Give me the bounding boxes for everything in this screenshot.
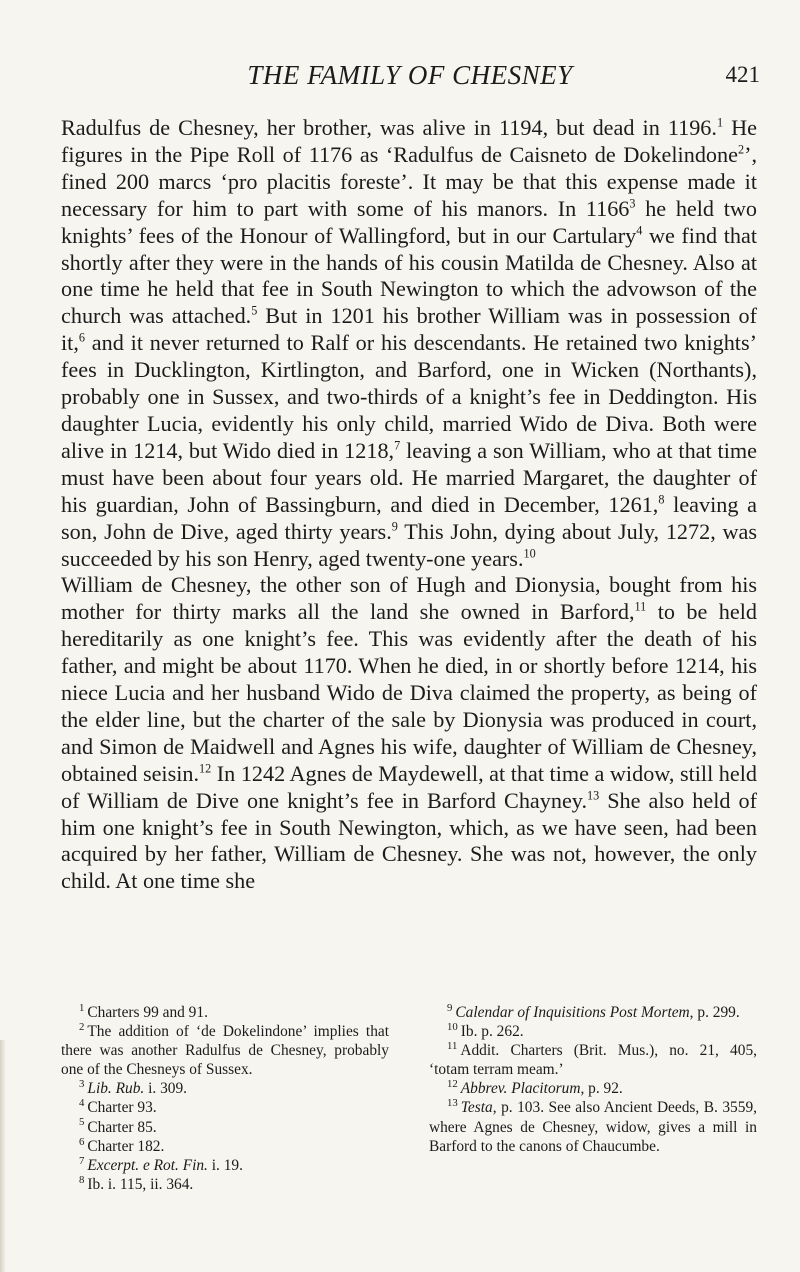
footnote xyxy=(61,1022,389,1079)
footnote-ref: 7 xyxy=(394,438,401,453)
footnote-number: 8 xyxy=(79,1173,85,1186)
footnote-text: Lib. Rub. xyxy=(87,1080,145,1098)
footnote-ref: 4 xyxy=(636,223,643,238)
footnote-number: 11 xyxy=(447,1040,458,1053)
text-run: to be held hereditarily as one knight’s fee. This was evidently after the death of his father, and might be about 1170. When he died, in or shortly before 1214, his niece Lucia and her husband Wido de Diva claimed the property, as being of the elder line, but the charter of the sale by Dionysia was produced in court, and Simon de Maidwell and Agnes his wife, daughter of William de Chesney, obtained seisin. xyxy=(61,599,758,786)
footnote-text: Testa xyxy=(460,1099,493,1117)
footnote xyxy=(429,1003,757,1022)
footnote-number: 10 xyxy=(447,1020,458,1033)
footnote-ref: 8 xyxy=(658,492,665,507)
text-run: In 1242 Agnes de Maydewell, at that time a widow, still held of William de Dive one knight’s fee in Barford Chayney. xyxy=(61,760,757,813)
footnote-number: 1 xyxy=(79,1001,85,1014)
footnote xyxy=(429,1079,757,1098)
footnote xyxy=(429,1022,757,1041)
footnote-text: i. 309. xyxy=(144,1080,188,1098)
text-run: This John, dying about July, 1272, was succeeded by his son Henry, aged twenty-one years. xyxy=(61,518,758,571)
footnote xyxy=(61,1003,389,1022)
text-run: leaving a son, John de Dive, aged thirty years. xyxy=(61,491,757,544)
text-run: He figures in the Pipe Roll of 1176 as ‘Radulfus de Caisneto de Dokelindone xyxy=(61,115,757,167)
text-run: leaving a son William, who at that time must have been about four years old. He married Margaret, the daughter of his guardian, John of Bassingburn, and died in December, 1261, xyxy=(61,437,757,517)
text-run: She also held of him one knight’s fee in South Newington, which, as we have seen, had been acquired by her father, William de Chesney. She was not, however, the only child. At one time she xyxy=(61,787,757,894)
footnote-text: Charter 182. xyxy=(87,1137,165,1155)
footnote xyxy=(61,1118,389,1137)
footnote xyxy=(61,1079,389,1098)
page-number: 421 xyxy=(725,62,760,87)
footnote-ref: 10 xyxy=(523,546,536,561)
footnotes xyxy=(61,1003,757,1194)
footnote xyxy=(61,1156,389,1175)
paragraph xyxy=(61,115,757,572)
text-run: we find that shortly after they were in the hands of his cousin Matilda de Chesney. Also at one time he held that fee in South Newington to which the advowson of the church was attached. xyxy=(61,222,758,329)
footnote-number: 7 xyxy=(79,1154,85,1167)
footnote-text: Ib. p. 262. xyxy=(460,1023,524,1041)
footnote-text: Excerpt. e Rot. Fin. xyxy=(87,1156,208,1174)
footnote-text: , p. 103. See also Ancient Deeds, B. 3559, where Agnes de Chesney, widow, gives a mill in Barford to the canons of Chaucumbe. xyxy=(429,1099,757,1155)
footnote-text: Charters 99 and 91. xyxy=(87,1004,208,1021)
footnote xyxy=(429,1041,757,1079)
footnote-text: , p. 92. xyxy=(580,1080,623,1098)
footnote-ref: 6 xyxy=(78,330,85,345)
footnote-ref: 2 xyxy=(737,142,745,157)
footnote-text: , p. 299. xyxy=(689,1004,740,1021)
footnote-text: Calendar of Inquisitions Post Mortem xyxy=(455,1004,690,1021)
footnote-text: Addit. Charters (Brit. Mus.), no. 21, 405, ‘totam terram meam.’ xyxy=(429,1042,757,1079)
text-run: But in 1201 his brother William was in possession of it, xyxy=(61,303,757,356)
footnote-text: The addition of ‘de Dokelindone’ implies that there was another Radulfus de Chesney, probably one of the Chesneys of Sussex. xyxy=(61,1023,389,1079)
footnote xyxy=(429,1098,757,1155)
text-run: he held two knights’ fees of the Honour of Wallingford, but in our Cartulary xyxy=(61,195,757,248)
body-text xyxy=(61,115,757,895)
footnote-number: 6 xyxy=(79,1135,85,1148)
footnote-ref: 11 xyxy=(634,599,647,614)
footnote-ref: 5 xyxy=(251,303,258,318)
page-header xyxy=(60,60,760,100)
footnote-number: 4 xyxy=(79,1097,85,1110)
text-run: Radulfus de Chesney, her brother, was alive in 1194, but dead in 1196. xyxy=(61,115,717,140)
footnote-ref: 3 xyxy=(629,196,636,211)
footnote-text: Ib. i. 115, ii. 364. xyxy=(87,1175,194,1193)
footnote-number: 3 xyxy=(79,1078,85,1091)
paragraph xyxy=(61,572,757,895)
footnote xyxy=(61,1175,389,1194)
footnote-ref: 13 xyxy=(587,788,600,803)
footnote-ref: 12 xyxy=(199,761,212,776)
footnote-number: 9 xyxy=(447,1001,453,1014)
footnote-text: Charter 93. xyxy=(87,1099,157,1117)
footnote-text: Abbrev. Placitorum xyxy=(460,1080,581,1098)
footnote xyxy=(61,1098,389,1117)
footnotes-right-column xyxy=(429,1003,757,1194)
footnote-text: i. 19. xyxy=(207,1156,243,1174)
footnote-number: 12 xyxy=(447,1078,458,1091)
text-run: William de Chesney, the other son of Hugh and Dionysia, bought from his mother for thirty marks all the land she owned in Barford, xyxy=(61,572,757,625)
footnote-text: Charter 85. xyxy=(87,1118,157,1136)
footnote-ref: 9 xyxy=(391,519,398,534)
footnote-number: 5 xyxy=(79,1116,85,1129)
footnote xyxy=(61,1137,389,1156)
page-edge-shadow xyxy=(0,1040,6,1272)
text-run: and it never returned to Ralf or his descendants. He retained two knights’ fees in Ducklington, Kirtlington, and Barford, one in Wicken (Northants), probably one in Sussex, and two-thirds of a knight’s fee in Deddington. His daughter Lucia, evidently his only child, married Wido de Diva. Both were alive in 1214, but Wido died in 1218, xyxy=(61,330,757,463)
footnote-number: 2 xyxy=(79,1020,85,1033)
footnote-number: 13 xyxy=(447,1097,458,1110)
text-run: ’, fined 200 marcs ‘pro placitis foreste’. It may be that this expense made it necessary for him to part with some of his manors. In 1166 xyxy=(61,141,757,221)
footnote-ref: 1 xyxy=(716,115,724,130)
running-title: THE FAMILY OF CHESNEY xyxy=(247,60,573,90)
footnotes-left-column xyxy=(61,1003,389,1194)
